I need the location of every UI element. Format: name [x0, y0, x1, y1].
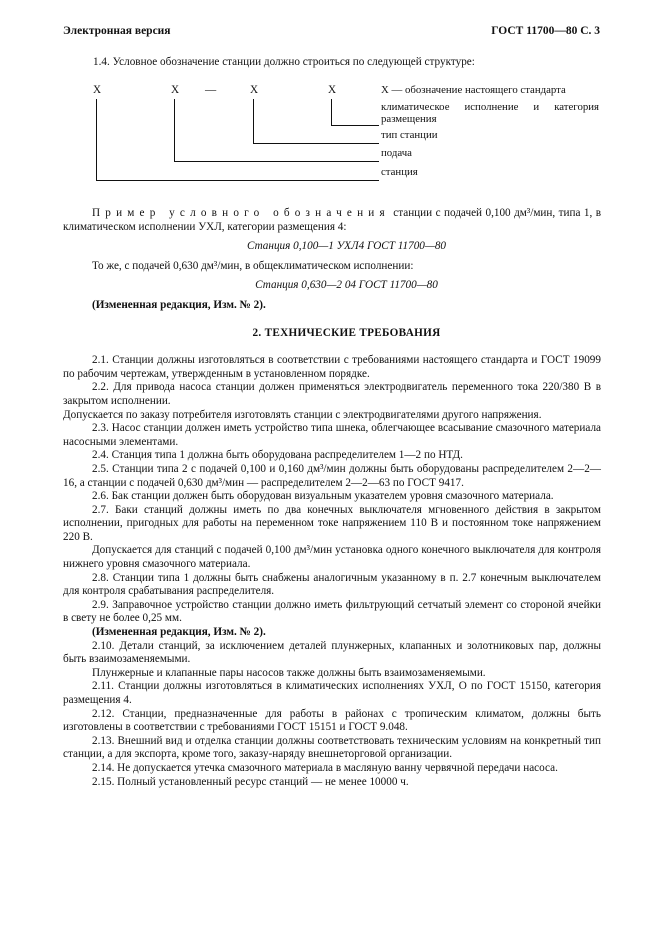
clause-2-7: 2.7. Баки станций должны иметь по два конечных выключателя мгновенного действия в закрытом исполнении, пригодных для работы на переменном токе напряжением 110 В и постоянном токе напряжением 220 В.	[63, 503, 601, 543]
header-electronic-version: Электронная версия	[63, 25, 171, 37]
example-same: То же, с подачей 0,630 дм³/мин, в общеклиматическом исполнении:	[92, 259, 414, 272]
leader-climate-horizontal	[331, 125, 379, 126]
clause-2-1: 2.1. Станции должны изготовляться в соответствии с требованиями настоящего стандарта и ГОСТ 19099 по рабочим чертежам, утвержденным в установленном порядке.	[63, 354, 601, 380]
clause-2-7-note: Допускается для станций с подачей 0,100 дм³/мин установка одного конечного выключателя для контроля нижнего уровня смазочного материала.	[63, 544, 601, 571]
legend-type: тип станции	[381, 129, 438, 141]
clause-2-3: 2.3. Насос станции должен иметь устройство типа шнека, облегчающее всасывание смазочного материала насосными элементами.	[63, 422, 601, 448]
clause-2-4: 2.4. Станция типа 1 должна быть оборудована распределителем 1—2 по НТД.	[92, 449, 463, 462]
leader-type-horizontal	[253, 143, 379, 144]
header-standard-page: ГОСТ 11700—80 С. 3	[491, 25, 600, 37]
clause-2-13: 2.13. Внешний вид и отделка станции должны соответствовать техническим условиям на конкретный тип станции, а для экспорта, кроме того, заказу-наряду внешнеторговой организации.	[63, 734, 601, 761]
leader-station-horizontal	[96, 180, 379, 181]
clause-2-8: 2.8. Станции типа 1 должны быть снабжены аналогичным указанному в п. 2.7 конечным выключателем для контроля срабатывания распределителя.	[63, 571, 601, 598]
revision-note-2: (Измененная редакция, Изм. № 2).	[92, 626, 266, 639]
example-formula-2: Станция 0,630—2 04 ГОСТ 11700—80	[255, 279, 438, 292]
scheme-x-station: X	[93, 84, 102, 96]
revision-note-1: (Измененная редакция, Изм. № 2).	[92, 298, 266, 311]
clause-2-10-note: Плунжерные и клапанные пары насосов также должны быть взаимозаменяемыми.	[92, 666, 486, 679]
example-formula-1: Станция 0,100—1 УХЛ4 ГОСТ 11700—80	[246, 240, 447, 253]
clause-2-6: 2.6. Бак станции должен быть оборудован визуальным указателем уровня смазочного материала.	[92, 490, 554, 503]
legend-climate: климатическое исполнение и категория размещения	[381, 101, 599, 125]
leader-type-vertical	[253, 99, 254, 143]
leader-climate-vertical	[331, 99, 332, 125]
clause-2-9: 2.9. Заправочное устройство станции должно иметь фильтрующий сетчатый элемент со стороной ячейки в свету не более 0,25 мм.	[63, 598, 601, 625]
leader-flow-vertical	[174, 99, 175, 161]
example-spaced-heading: Пример условного обозначения	[92, 207, 390, 219]
clause-2-15: 2.15. Полный установленный ресурс станций — не менее 10000 ч.	[92, 775, 409, 788]
leader-flow-horizontal	[174, 161, 379, 162]
document-body	[63, 207, 601, 789]
example-paragraph	[63, 207, 601, 234]
scheme-x-climate: X	[328, 84, 337, 96]
example-text: станции с подачей 0,100 дм³/мин, типа 1, в климатическом исполнении УХЛ, категории размещения 4:	[63, 207, 601, 233]
clause-2-2-note: Допускается по заказу потребителя изготовлять станции с электродвигателями другого напряжения.	[63, 408, 542, 421]
section-2-title: 2. ТЕХНИЧЕСКИЕ ТРЕБОВАНИЯ	[252, 326, 441, 339]
clause-2-12: 2.12. Станции, предназначенные для работы в районах с тропическим климатом, должны быть изготовлены в соответствии с требованиями ГОСТ 15151 и ГОСТ 9.048.	[63, 707, 601, 734]
clause-1-4: 1.4. Условное обозначение станции должно строиться по следующей структуре:	[93, 56, 475, 68]
clause-2-5: 2.5. Станции типа 2 с подачей 0,100 и 0,160 дм³/мин должны быть оборудованы распределителем 2—2—16, а станции с подачей 0,630 дм³/мин — распределителем 2—2—63 по ГОСТ 9417.	[63, 462, 601, 489]
scheme-x-flow: X	[171, 84, 180, 96]
legend-standard: X — обозначение настоящего стандарта	[381, 84, 566, 96]
clause-2-10: 2.10. Детали станций, за исключением деталей плунжерных, клапанных и золотниковых пар, должны быть взаимозаменяемыми.	[63, 639, 601, 666]
legend-flow: подача	[381, 147, 412, 159]
scheme-dash: —	[205, 84, 217, 96]
clause-2-11: 2.11. Станции должны изготовляться в климатических исполнениях УХЛ, О по ГОСТ 15150, категория размещения 4.	[63, 680, 601, 706]
clause-2-2: 2.2. Для привода насоса станции должен применяться электродвигатель переменного тока 220/380 В в закрытом исполнении.	[63, 381, 601, 407]
leader-station-vertical	[96, 99, 97, 180]
legend-station: станция	[381, 166, 418, 178]
scheme-x-type: X	[250, 84, 259, 96]
clause-2-14: 2.14. Не допускается утечка смазочного материала в масляную ванну червячной передачи насоса.	[92, 761, 558, 774]
